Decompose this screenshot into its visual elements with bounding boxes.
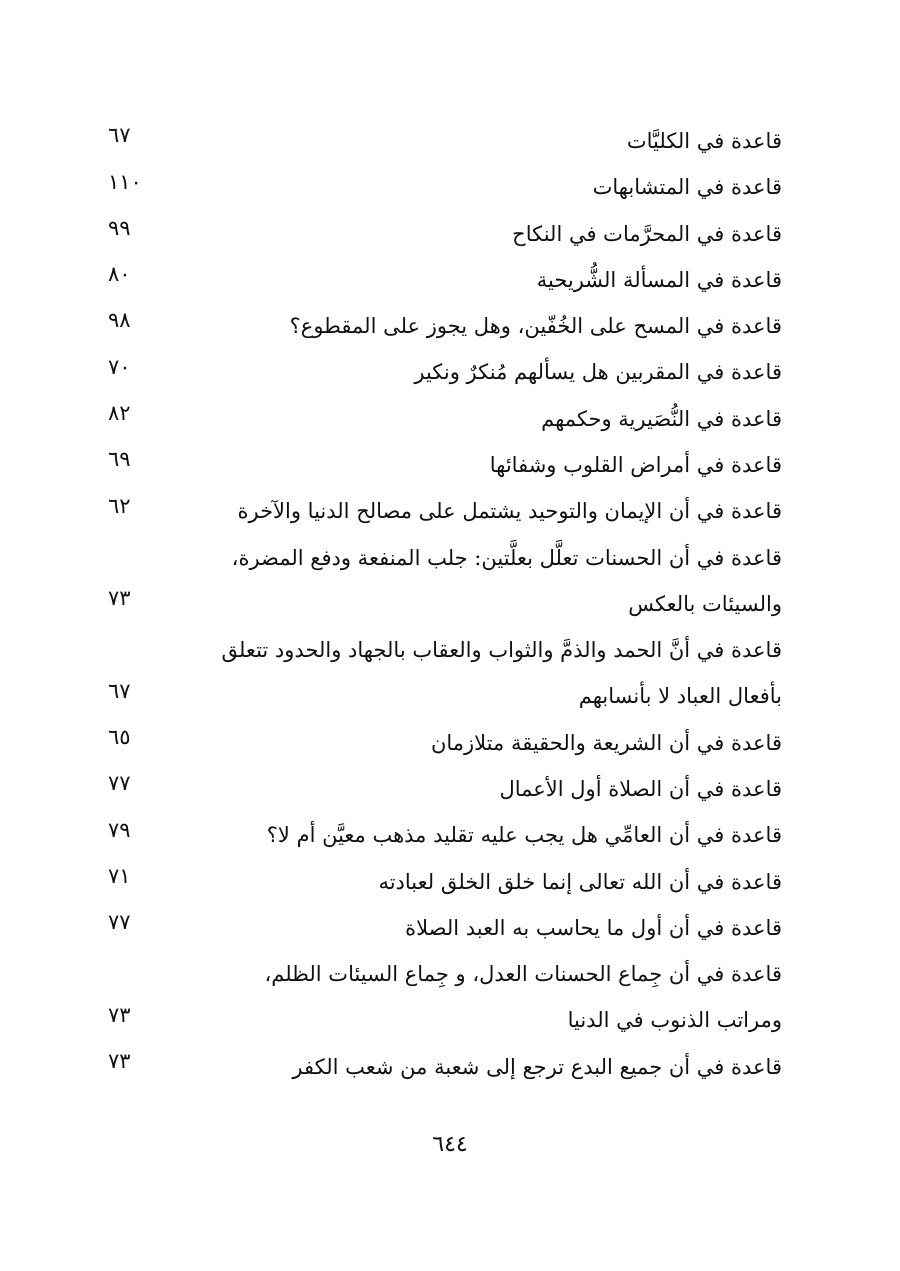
entry-page-number: ٩٩: [108, 215, 131, 240]
entry-title: قاعدة في الكليَّات: [626, 129, 782, 153]
entry-page-number: ٧٣: [108, 1002, 131, 1027]
entry-page-number: ٦٢: [108, 493, 131, 518]
toc-entry: [0, 203, 900, 249]
entry-page-number: ٧١: [108, 864, 131, 889]
toc-entry: [0, 249, 900, 295]
entry-page-number: ٨٢: [108, 401, 131, 426]
entry-page-number: ٦٩: [108, 447, 131, 472]
toc-entry: [0, 851, 900, 897]
toc-entry: [0, 758, 900, 804]
footer-page-number: ٦٤٤: [432, 1132, 468, 1157]
toc-entry: [0, 897, 900, 943]
entry-page-number: ٧٣: [108, 586, 131, 611]
entry-page-number: ٨٠: [108, 262, 131, 287]
entry-title: قاعدة في المتشابهات: [592, 175, 782, 200]
entry-page-number: ٧٣: [108, 1049, 131, 1074]
entry-page-number: ٦٧: [108, 678, 131, 703]
entry-title: قاعدة في المقربين هل يسألهم مُنكرٌ ونكير: [414, 360, 782, 385]
entry-title: قاعدة في أن الله تعالى إنما خلق الخلق لعبادته: [378, 869, 782, 894]
entry-title: قاعدة في المسح على الخُفّين، وهل يجوز على المقطوع؟: [289, 314, 782, 339]
entry-title: قاعدة في أن الإيمان والتوحيد يشتمل على مصالح الدنيا والآخرة: [237, 499, 782, 524]
entry-title: قاعدة في النُّصَيرية وحكمهم: [541, 406, 782, 431]
toc-entry: [0, 527, 900, 620]
toc-entry: [0, 341, 900, 387]
toc-entry: [0, 804, 900, 850]
toc-entry: [0, 434, 900, 480]
entry-page-number: ٧٧: [108, 771, 131, 796]
toc-entry: [0, 619, 900, 712]
entry-page-number: ٧٠: [108, 354, 131, 379]
entry-page-number: ١١٠: [108, 169, 142, 194]
toc-entry: [0, 943, 900, 1036]
toc-entry: [0, 712, 900, 758]
entry-title: قاعدة في أن أول ما يحاسب به العبد الصلاة: [405, 916, 782, 941]
toc-entry: [0, 295, 900, 341]
entry-title: قاعدة في أن الصلاة أول الأعمال: [499, 777, 782, 802]
toc-entry: [0, 156, 900, 202]
entry-title: قاعدة في المسألة الشُّريحية: [536, 267, 782, 292]
entry-page-number: ٧٩: [108, 817, 131, 842]
entry-title: قاعدة في أنَّ الحمد والذمَّ والثواب والعقاب بالجهاد والحدود تتعلق بأفعال العباد لا بأنسابهم: [221, 638, 782, 709]
entry-page-number: ٦٧: [108, 123, 131, 148]
entry-title: قاعدة في أن الحسنات تعلَّل بعلَّتين: جلب المنفعة ودفع المضرة، والسيئات بالعكس: [231, 545, 782, 616]
entry-title: قاعدة في أمراض القلوب وشفائها: [489, 453, 782, 478]
table-of-contents: [0, 110, 900, 1082]
entry-page-number: ٦٥: [108, 725, 131, 750]
toc-entry: [0, 110, 900, 156]
toc-entry: [0, 480, 900, 526]
entry-title: قاعدة في أن العامِّي هل يجب عليه تقليد مذهب معيَّن أم لا؟: [266, 823, 782, 848]
entry-title: قاعدة في المحرَّمات في النكاح: [512, 221, 782, 246]
entry-title: قاعدة في أن الشريعة والحقيقة متلازمان: [430, 730, 782, 755]
entry-page-number: ٩٨: [108, 308, 131, 333]
entry-title: قاعدة في أن جميع البدع ترجع إلى شعبة من شعب الكفر: [292, 1054, 782, 1079]
entry-title: قاعدة في أن جِماع الحسنات العدل، و جِماع السيئات الظلم، ومراتب الذنوب في الدنيا: [264, 962, 782, 1033]
entry-page-number: ٧٧: [108, 910, 131, 935]
toc-entry: [0, 1036, 900, 1082]
toc-entry: [0, 388, 900, 434]
